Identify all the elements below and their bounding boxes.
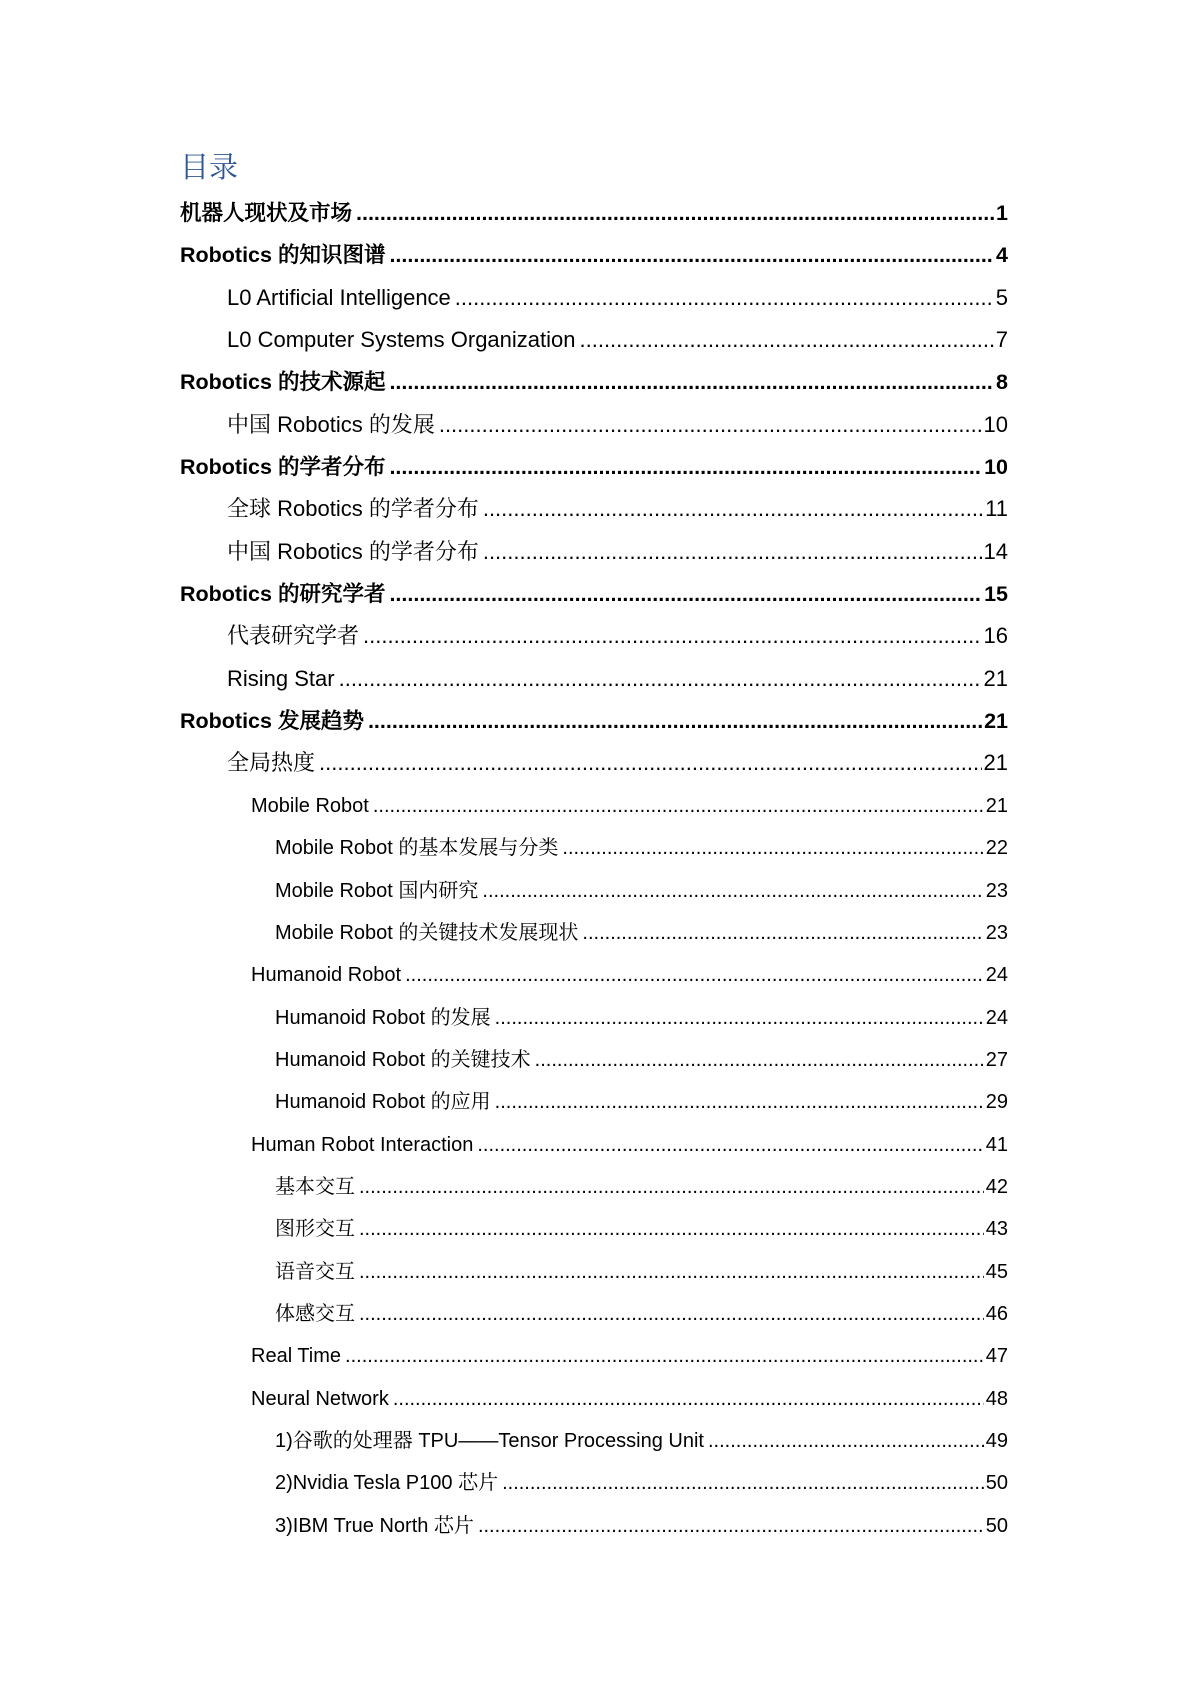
toc-entry[interactable]	[180, 742, 1008, 784]
toc-entry-page: 22	[985, 837, 1008, 860]
toc-leader-dots	[482, 870, 983, 912]
toc-entry-title: L0 Artificial Intelligence	[227, 284, 451, 310]
toc-leader-dots	[359, 1166, 984, 1208]
toc-entry-title: 1)谷歌的处理器 TPU——Tensor Processing Unit	[275, 1429, 704, 1452]
toc-leader-dots	[495, 1081, 984, 1123]
toc-entry[interactable]	[180, 361, 1008, 403]
toc-entry[interactable]	[180, 785, 1008, 827]
toc-leader-dots	[439, 404, 982, 446]
toc-entry-title: Robotics 的学者分布	[180, 455, 386, 480]
toc-entry-title: 机器人现状及市场	[180, 201, 353, 225]
toc-entry[interactable]	[180, 277, 1008, 319]
toc-leader-dots	[359, 1251, 984, 1293]
toc-entry-page: 42	[985, 1175, 1008, 1198]
toc-entry-title: 中国 Robotics 的学者分布	[227, 538, 479, 564]
toc-leader-dots	[389, 446, 982, 488]
toc-entry-title: Robotics 的研究学者	[180, 582, 386, 607]
toc-entry-title: Neural Network	[251, 1387, 389, 1410]
toc-leader-dots	[708, 1420, 984, 1462]
toc-entry[interactable]	[180, 404, 1008, 446]
toc-leader-dots	[319, 742, 982, 784]
toc-entry[interactable]	[180, 615, 1008, 657]
toc-entry[interactable]	[180, 658, 1008, 700]
toc-entry[interactable]	[180, 1335, 1008, 1377]
toc-leader-dots	[345, 1335, 984, 1377]
toc-leader-dots	[535, 1039, 984, 1081]
toc-entry-title: L0 Computer Systems Organization	[227, 327, 576, 353]
toc-leader-dots	[582, 912, 983, 954]
toc-entry-title: 基本交互	[275, 1175, 355, 1198]
toc-entry[interactable]	[180, 488, 1008, 530]
toc-entry[interactable]	[180, 1420, 1008, 1462]
toc-entry[interactable]	[180, 531, 1008, 573]
toc-entry-page: 29	[985, 1091, 1008, 1114]
toc-leader-dots	[359, 1208, 984, 1250]
toc-entry[interactable]	[180, 1208, 1008, 1250]
toc-entry-page: 50	[985, 1514, 1008, 1537]
toc-entry-title: 图形交互	[275, 1218, 355, 1241]
toc-entry-title: 全球 Robotics 的学者分布	[227, 496, 479, 522]
toc-entry[interactable]	[180, 192, 1008, 234]
toc-entry-title: Real Time	[251, 1345, 342, 1368]
toc-entry-title: Rising Star	[227, 665, 335, 691]
toc-leader-dots	[363, 615, 982, 657]
toc-entry-page: 23	[985, 879, 1008, 902]
toc-entry-page: 11	[985, 496, 1008, 522]
toc-entry[interactable]	[180, 1039, 1008, 1081]
toc-entry-page: 10	[983, 411, 1008, 437]
toc-entry[interactable]	[180, 1378, 1008, 1420]
toc-entry-title: 3)IBM True North 芯片	[275, 1514, 474, 1537]
toc-entry-title: Humanoid Robot 的关键技术	[275, 1048, 531, 1071]
toc-entry-page: 14	[983, 538, 1008, 564]
toc-leader-dots	[405, 954, 984, 996]
toc-leader-dots	[455, 277, 994, 319]
toc-entry-title: Robotics 的技术源起	[180, 370, 386, 395]
toc-entry-title: 2)Nvidia Tesla P100 芯片	[275, 1472, 499, 1495]
toc-leader-dots	[339, 658, 982, 700]
toc-entry[interactable]	[180, 1166, 1008, 1208]
toc-entry-title: Humanoid Robot 的应用	[275, 1091, 491, 1114]
toc-entry-page: 23	[985, 921, 1008, 944]
toc-leader-dots	[393, 1378, 984, 1420]
toc-entry[interactable]	[180, 234, 1008, 276]
toc-entry-page: 50	[985, 1472, 1008, 1495]
toc-leader-dots	[389, 234, 994, 276]
toc-entry[interactable]	[180, 700, 1008, 742]
toc-leader-dots	[477, 1124, 983, 1166]
toc-entry-title: Human Robot Interaction	[251, 1133, 474, 1156]
toc-entry-page: 8	[996, 370, 1008, 395]
toc-entry-page: 24	[985, 964, 1008, 987]
toc-entry-page: 5	[995, 284, 1008, 310]
toc-entry[interactable]	[180, 1251, 1008, 1293]
toc-entry[interactable]	[180, 1124, 1008, 1166]
toc-leader-dots	[495, 997, 984, 1039]
toc-entry-page: 10	[984, 455, 1008, 480]
toc-entry-page: 41	[985, 1133, 1008, 1156]
toc-entry-page: 27	[985, 1048, 1008, 1071]
toc-entry-page: 16	[983, 623, 1008, 649]
toc-entry-page: 21	[984, 709, 1008, 734]
toc-entry-title: 中国 Robotics 的发展	[227, 411, 435, 437]
toc-leader-dots	[356, 192, 994, 234]
toc-leader-dots	[478, 1505, 984, 1547]
toc-entry[interactable]	[180, 1462, 1008, 1504]
toc-entry[interactable]	[180, 827, 1008, 869]
toc-leader-dots	[368, 700, 982, 742]
toc-entry-page: 48	[985, 1387, 1008, 1410]
toc-entry-title: 语音交互	[275, 1260, 355, 1283]
toc-entry[interactable]	[180, 1293, 1008, 1335]
toc-leader-dots	[580, 319, 994, 361]
toc-entry-page: 46	[985, 1302, 1008, 1325]
toc-leader-dots	[359, 1293, 984, 1335]
toc-entry-title: Mobile Robot	[251, 794, 369, 817]
toc-leader-dots	[389, 573, 982, 615]
toc-entry[interactable]	[180, 446, 1008, 488]
toc-leader-dots	[389, 361, 994, 403]
toc-leader-dots	[483, 531, 982, 573]
toc-entry-page: 45	[985, 1260, 1008, 1283]
toc-leader-dots	[502, 1462, 984, 1504]
toc-leader-dots	[373, 785, 984, 827]
toc-entry-title: Humanoid Robot 的发展	[275, 1006, 491, 1029]
toc-entry-page: 21	[985, 794, 1008, 817]
toc-entry[interactable]	[180, 573, 1008, 615]
toc-entry-page: 4	[996, 243, 1008, 268]
toc-entry-page: 24	[985, 1006, 1008, 1029]
toc-entry[interactable]	[180, 870, 1008, 912]
toc-entry-title: Mobile Robot 的关键技术发展现状	[275, 921, 579, 944]
toc-entry-title: Robotics 的知识图谱	[180, 243, 386, 268]
toc-entry-title: 体感交互	[275, 1302, 355, 1325]
toc-entry-page: 7	[995, 327, 1008, 353]
toc-entry-page: 47	[985, 1345, 1008, 1368]
toc-entry-page: 15	[984, 582, 1008, 607]
toc-entry-page: 21	[983, 665, 1008, 691]
toc-entry[interactable]	[180, 1081, 1008, 1123]
toc-entry-page: 43	[985, 1218, 1008, 1241]
toc-heading: 目录	[180, 152, 239, 184]
table-of-contents	[180, 192, 1008, 1547]
toc-entry-title: Robotics 发展趋势	[180, 709, 364, 734]
toc-entry[interactable]	[180, 1505, 1008, 1547]
toc-entry-page: 49	[985, 1429, 1008, 1452]
toc-entry[interactable]	[180, 997, 1008, 1039]
toc-entry[interactable]	[180, 954, 1008, 996]
toc-entry-title: 全局热度	[227, 750, 316, 776]
toc-entry[interactable]	[180, 912, 1008, 954]
toc-entry[interactable]	[180, 319, 1008, 361]
toc-entry-title: Mobile Robot 的基本发展与分类	[275, 837, 559, 860]
toc-entry-title: 代表研究学者	[227, 623, 360, 649]
toc-entry-page: 21	[983, 750, 1008, 776]
toc-entry-title: Mobile Robot 国内研究	[275, 879, 479, 902]
toc-entry-page: 1	[996, 201, 1008, 225]
toc-entry-title: Humanoid Robot	[251, 964, 402, 987]
toc-leader-dots	[562, 827, 983, 869]
toc-leader-dots	[483, 488, 983, 530]
